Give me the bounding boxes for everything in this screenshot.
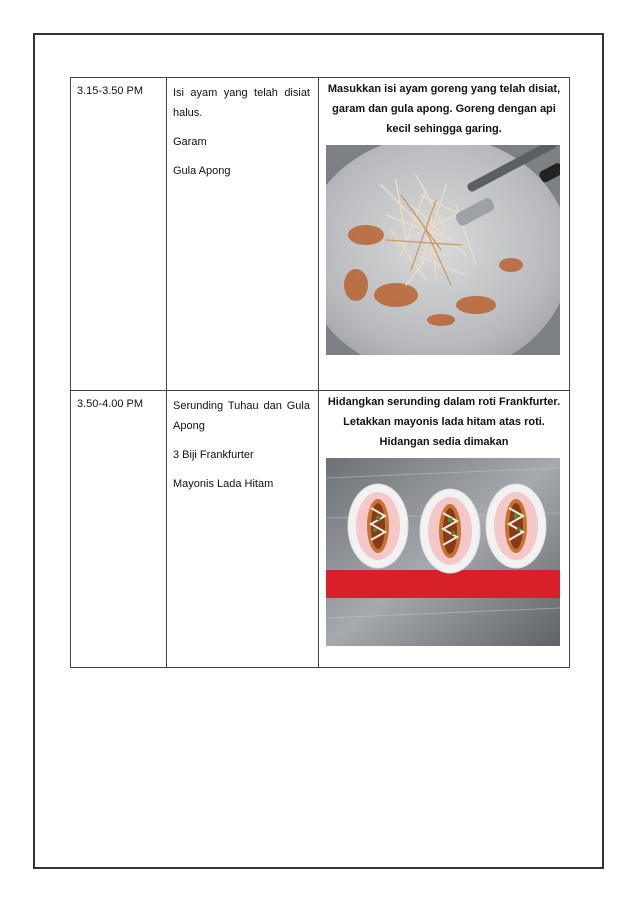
recipe-steps-table bbox=[70, 77, 570, 668]
ingredient-item: 3 Biji Frankfurter bbox=[173, 449, 254, 461]
ingredients-cell bbox=[167, 391, 319, 668]
ingredient-item: Garam bbox=[173, 136, 207, 148]
hotdog-plates-photo bbox=[326, 458, 560, 646]
table-row bbox=[71, 391, 570, 668]
ingredient-item: Serunding Tuhau dan Gula Apong bbox=[173, 400, 310, 432]
time-text: 3.50-4.00 PM bbox=[77, 398, 144, 410]
ingredients-cell bbox=[167, 78, 319, 391]
table-row bbox=[71, 78, 570, 391]
ingredient-item: Gula Apong bbox=[173, 165, 231, 177]
ingredient-item: Mayonis Lada Hitam bbox=[173, 478, 274, 490]
instruction-text: Hidangkan serunding dalam roti Frankfurter. Letakkan mayonis lada hitam atas roti. Hidangan sedia dimakan bbox=[327, 396, 561, 448]
time-cell bbox=[71, 391, 167, 668]
instruction-cell bbox=[319, 391, 570, 668]
time-text: 3.15-3.50 PM bbox=[77, 85, 144, 97]
instruction-cell bbox=[319, 78, 570, 391]
frying-chicken-photo bbox=[326, 145, 560, 355]
time-cell bbox=[71, 78, 167, 391]
ingredient-item: Isi ayam yang telah disiat halus. bbox=[173, 87, 310, 119]
instruction-text: Masukkan isi ayam goreng yang telah disiat, garam dan gula apong. Goreng dengan api kecil sehingga garing. bbox=[327, 83, 561, 135]
